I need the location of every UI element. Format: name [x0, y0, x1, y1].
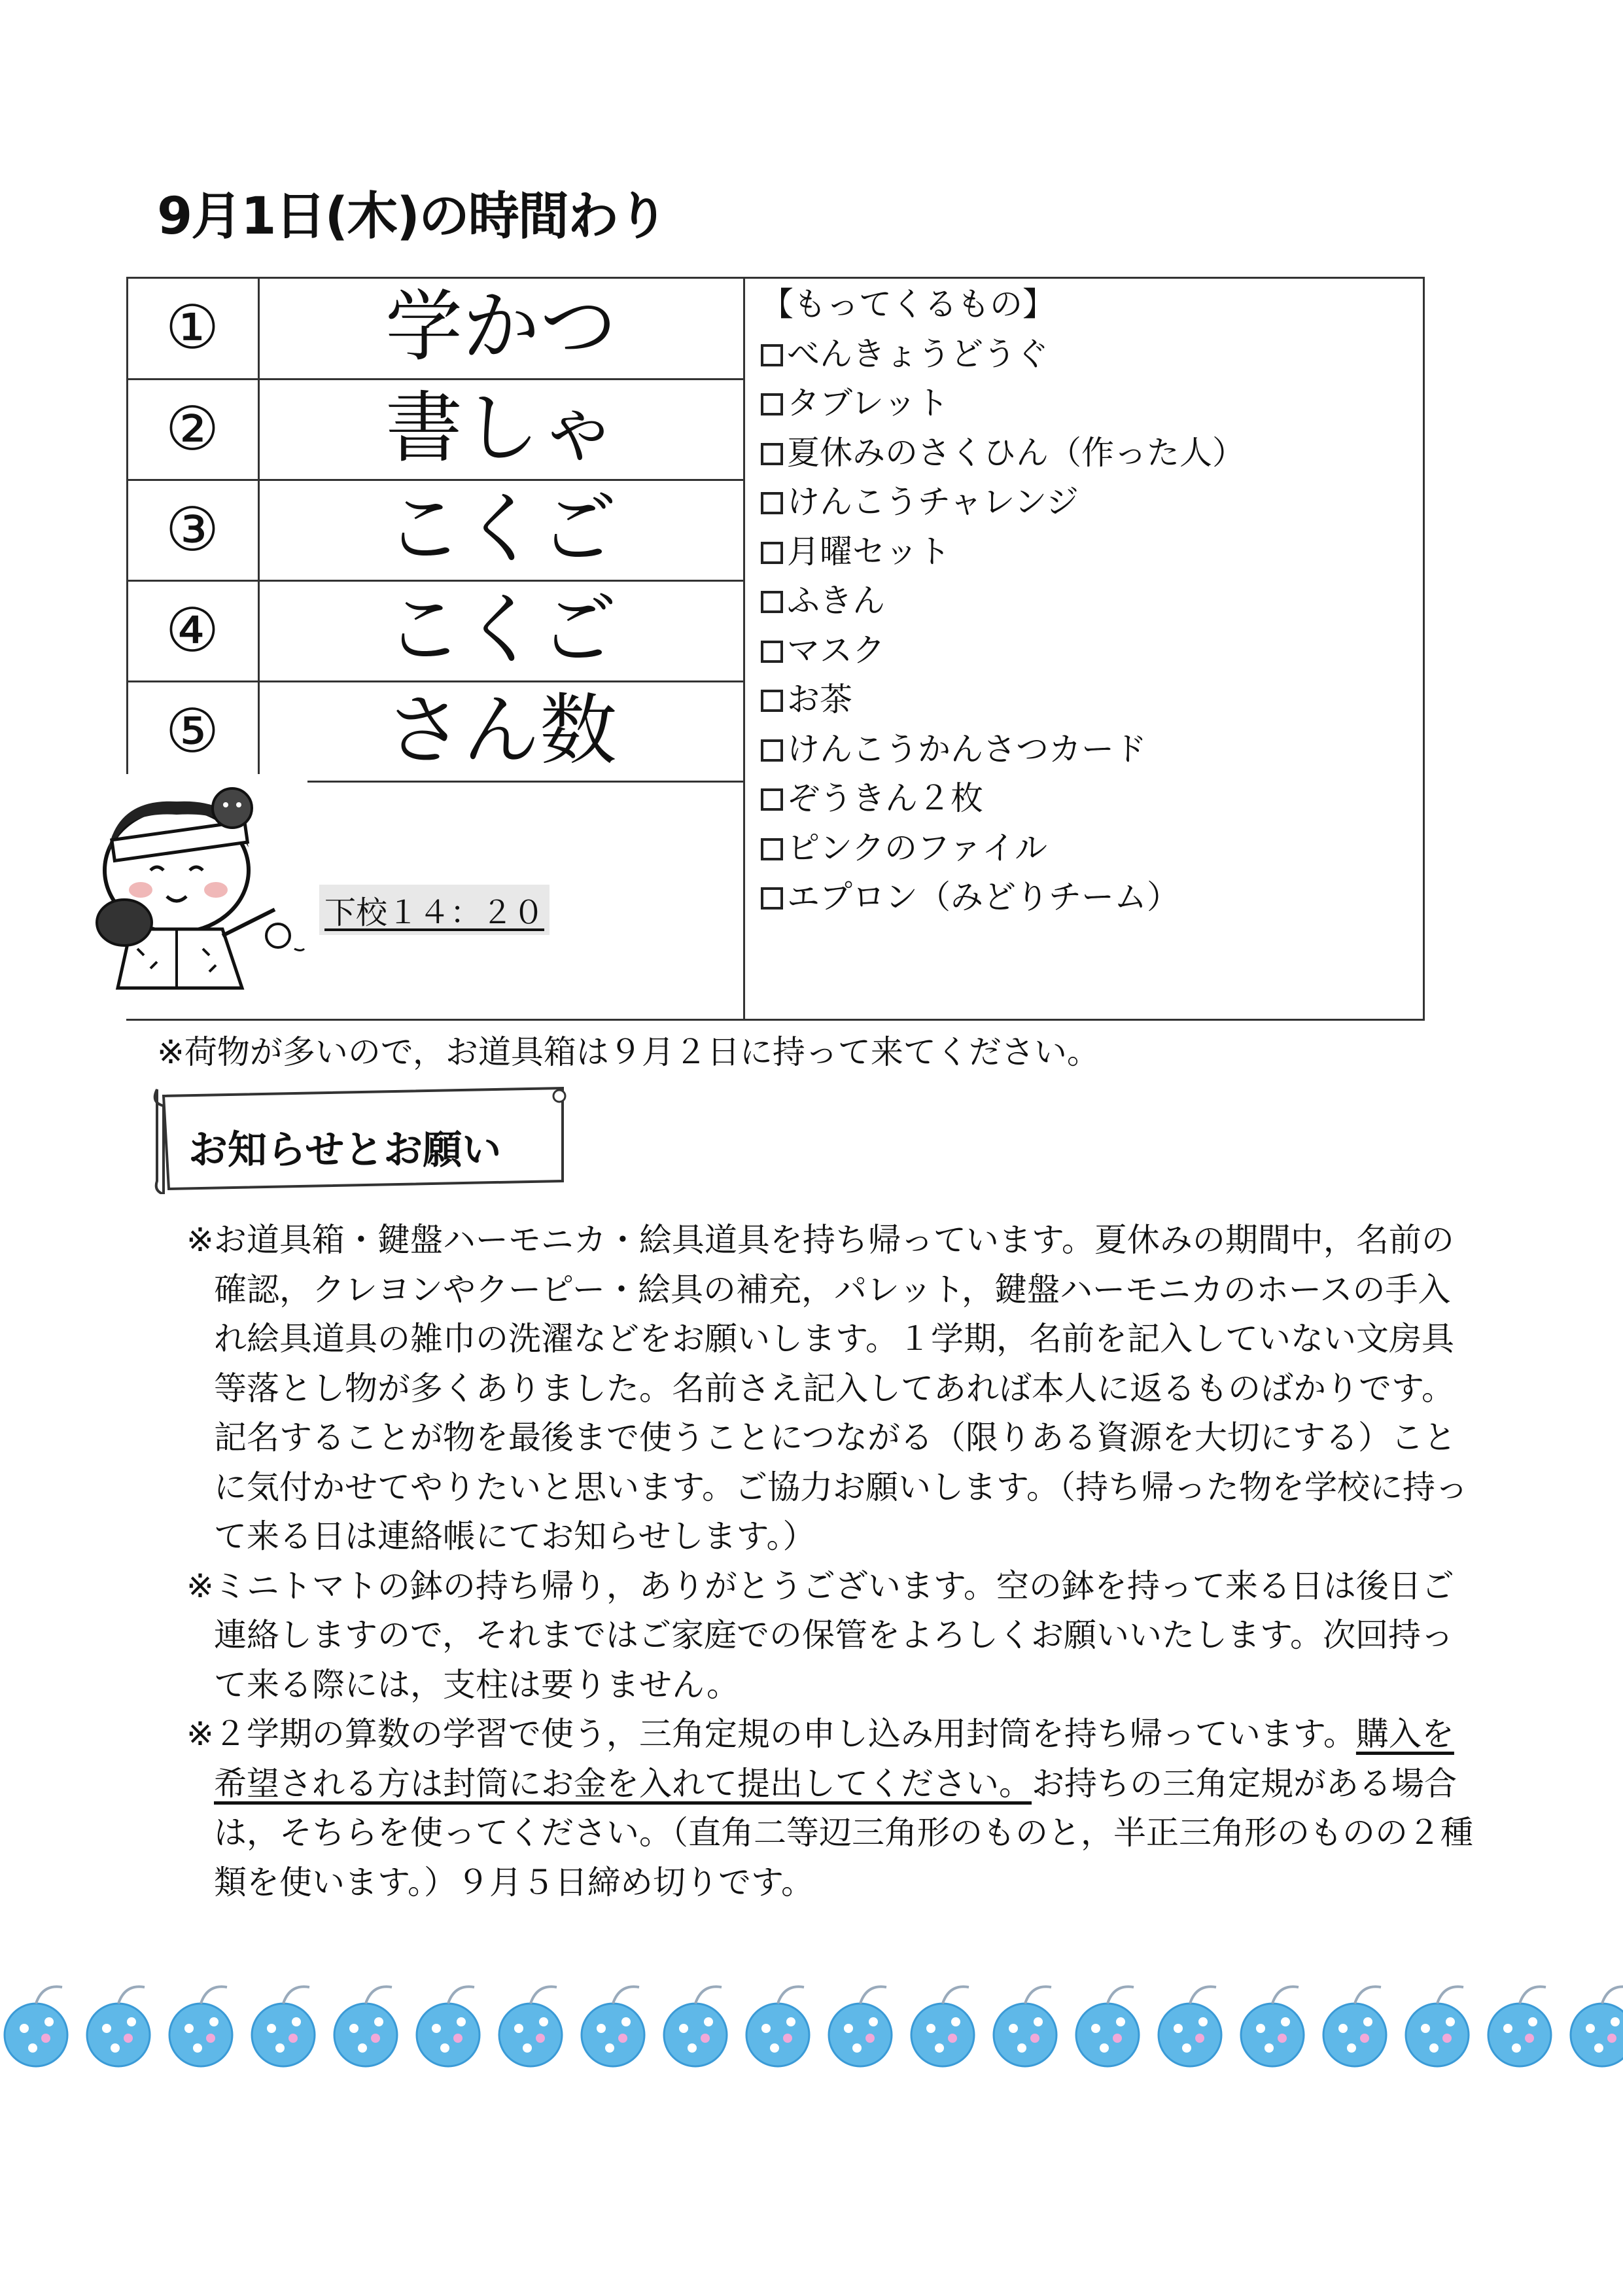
wind-chime-icon: [829, 1987, 892, 2066]
page-title: 9月1日(木)の時間わり: [157, 187, 667, 246]
wind-chime-icon: [5, 1987, 67, 2066]
bring-item: タブレット: [761, 379, 1245, 429]
bring-item: ピンクのファイル: [761, 824, 1245, 874]
wind-chime-icon: [746, 1987, 809, 2066]
wind-chime-icon: [1076, 1987, 1139, 2066]
bring-item: けんこうかんさつカード: [761, 725, 1245, 775]
notice-line: て来る際には，支柱は要りません。: [214, 1665, 739, 1704]
bring-item: 夏休みのさくひん（作った人）: [761, 429, 1245, 478]
wind-chime-icon: [1159, 1987, 1221, 2066]
notice-line: 類を使います。）９月５日締め切りです。: [214, 1863, 814, 1901]
period-subject: 学かつ: [385, 281, 617, 372]
period-subject: こくご: [385, 484, 617, 574]
wind-chime-icon: [417, 1987, 480, 2066]
wind-chime-icon: [252, 1987, 315, 2066]
bring-item: お茶: [761, 675, 1245, 725]
period-number: ③: [165, 495, 220, 565]
period-subject: こくご: [385, 584, 617, 675]
wind-chime-icon: [87, 1987, 150, 2066]
checkbox-icon: [761, 887, 783, 910]
period-number: ①: [165, 292, 220, 362]
bring-item: ぞうきん２枚: [761, 774, 1245, 824]
checkbox-icon: [761, 641, 783, 663]
bring-item: エプロン（みどりチーム）: [761, 873, 1245, 923]
dismissal-time: 下校１４：２０: [319, 885, 550, 935]
checkbox-icon: [761, 739, 783, 762]
notice-line: 確認，クレヨンやクーピー・絵具の補充，パレット，鍵盤ハーモニカのホースの手入: [214, 1270, 1451, 1309]
notice-line: ※お道具箱・鍵盤ハーモニカ・絵具道具を持ち帰っています。夏休みの期間中，名前の: [186, 1221, 1454, 1259]
period-subject: さん数: [385, 685, 617, 775]
wind-chime-icon: [169, 1987, 232, 2066]
checkbox-icon: [761, 443, 783, 465]
wind-chime-icon: [1406, 1987, 1469, 2066]
notice-line: は，そちらを使ってください。（直角二等辺三角形のものと，半正三角形のものの２種: [214, 1814, 1473, 1852]
wind-chime-icon: [664, 1987, 727, 2066]
notice-line: て来る日は連絡帳にてお知らせします。）: [214, 1517, 816, 1555]
checkbox-icon: [761, 788, 783, 811]
toolbox-note: ※荷物が多いので，お道具箱は９月２日に持って来てください。: [157, 1033, 1100, 1071]
wind-chime-icon: [994, 1987, 1056, 2066]
checkbox-icon: [761, 393, 783, 415]
bring-item: べんきょうどうぐ: [761, 330, 1245, 380]
bring-list: [761, 280, 1245, 923]
notice-line: 等落とし物が多くありました。名前さえ記入してあれば本人に返るものばかりです。: [214, 1369, 1454, 1407]
wind-chime-icon: [1241, 1987, 1304, 2066]
notice-line: 記名することが物を最後まで使うことにつながる（限りある資源を大切にする）こと: [214, 1419, 1456, 1457]
checkbox-icon: [761, 838, 783, 860]
wind-chime-icon: [1571, 1987, 1623, 2066]
period-number: ②: [165, 394, 220, 464]
bring-item: 月曜セット: [761, 527, 1245, 577]
wind-chime-icon: [499, 1987, 562, 2066]
wind-chime-icon: [911, 1987, 974, 2066]
bring-item: けんこうチャレンジ: [761, 478, 1245, 527]
notice-line: 希望される方は封筒にお金を入れて提出してください。お持ちの三角定規がある場合: [214, 1764, 1457, 1803]
bring-item: マスク: [761, 626, 1245, 676]
notice-line: ※２学期の算数の学習で使う，三角定規の申し込み用封筒を持ち帰っています。購入を: [186, 1715, 1454, 1753]
wind-chime-icon: [582, 1987, 644, 2066]
notice-line: に気付かせてやりたいと思います。ご協力お願いします。（持ち帰った物を学校に持っ: [214, 1468, 1468, 1506]
checkbox-icon: [761, 591, 783, 613]
checkbox-icon: [761, 690, 783, 712]
checkbox-icon: [761, 492, 783, 514]
period-number: ④: [165, 595, 220, 665]
checkbox-icon: [761, 344, 783, 366]
wind-chime-icon: [334, 1987, 397, 2066]
wind-chime-icon: [1323, 1987, 1386, 2066]
notice-body: [186, 1216, 1488, 1907]
wind-chime-icon: [1488, 1987, 1551, 2066]
notice-line: 連絡しますので，それまではご家庭での保管をよろしくお願いいたします。次回持っ: [214, 1616, 1454, 1654]
period-number: ⑤: [165, 696, 220, 766]
wind-chime-border: [0, 1969, 1623, 2081]
notice-banner-title: お知らせとお願い: [188, 1127, 502, 1173]
notice-line: ※ミニトマトの鉢の持ち帰り，ありがとうございます。空の鉢を持って来る日は後日ご: [186, 1566, 1454, 1605]
mascot-boy-illustration: [79, 772, 314, 1021]
bring-item: ふきん: [761, 576, 1245, 626]
checkbox-icon: [761, 542, 783, 564]
bring-heading: 【もってくるもの】: [761, 285, 1055, 323]
notice-line: れ絵具道具の雑巾の洗濯などをお願いします。１学期，名前を記入していない文房具: [214, 1320, 1454, 1358]
period-subject: 書しゃ: [385, 383, 617, 473]
